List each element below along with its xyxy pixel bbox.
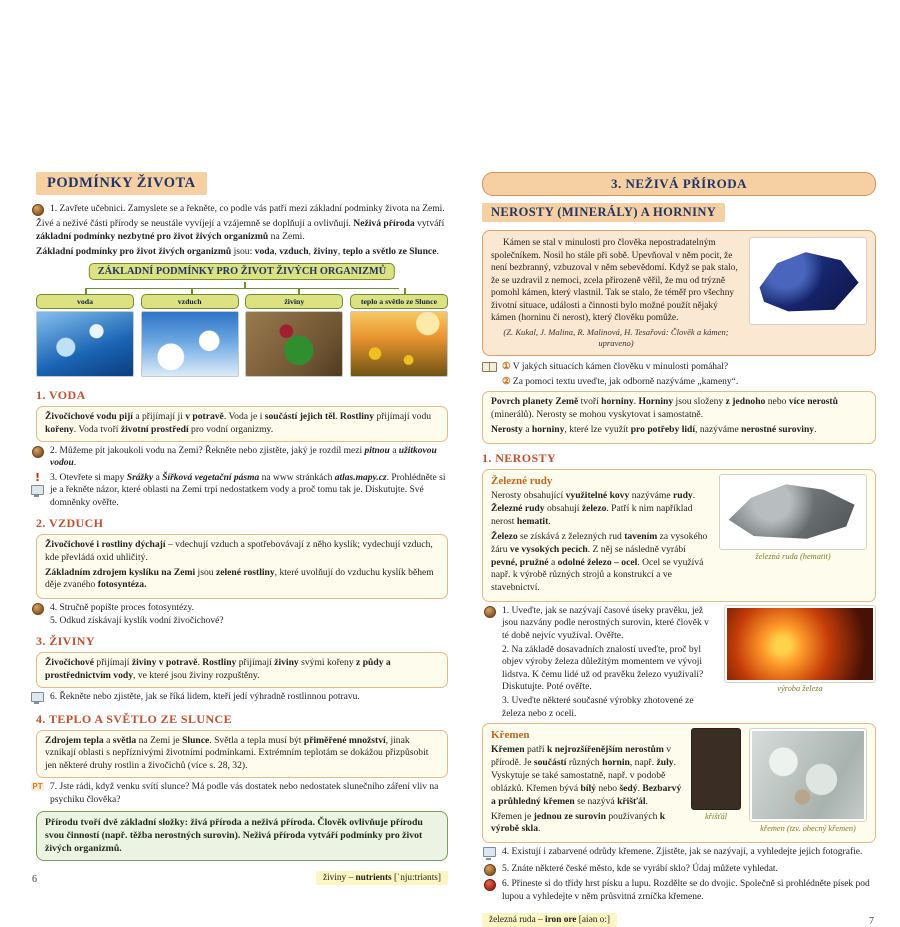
- vzduch-paragraph-1: Živočichové i rostliny dýchají – vdechují vzduch a spotřebovávají z něho kyslík; vydechují vzduch, kde převládá oxid uhličitý.: [45, 538, 433, 563]
- iron-question-3: 3. Uveďte některé současné výrobky zhotovené ze železa nebo z oceli.: [502, 696, 694, 719]
- section-heading-ziviny: 3. ŽIVINY: [36, 633, 95, 648]
- lapis-mineral-photo: [749, 237, 867, 325]
- connector-tick: [85, 288, 87, 295]
- horniny-info-box: [482, 391, 876, 444]
- reading-question-2: [482, 376, 876, 388]
- intro-paragraph-2: Základní podmínky pro život živých organizmů jsou: voda, vzduch, živiny, teplo a světlo ze Slunce.: [36, 246, 439, 258]
- quartz-paragraph-1: Křemen patří k nejrozšířenějším nerostům v přírodě. Je součástí různých hornin, např. žuly. Vyskytuje se také samostatně, např. v podobě oblázků. Křemen bývá bílý nebo šedý. Bezbarvý a průhledný křemen se nazývá křišťál.: [491, 744, 682, 807]
- iron-ore-heading: Železné rudy: [491, 474, 553, 487]
- question-1: [30, 203, 448, 216]
- conditions-diagram: [36, 263, 448, 381]
- iron-ore-paragraph-1: Nerosty obsahující využitelné kovy nazýváme rudy. Železné rudy obsahují železo. Patří k nim například nerost hematit.: [491, 490, 696, 527]
- hematite-caption: železná ruda (hematit): [755, 551, 831, 561]
- connector-line: [85, 288, 399, 290]
- iron-question-1: 1. Uveďte, jak se nazývají časové úseky pravěku, jež jsou nazvány podle nerostných surovin, které člověk v té době nejvíc využíval. Ověřte.: [502, 606, 709, 641]
- fire-image: [727, 608, 873, 680]
- parrot-feeding-photo: [245, 311, 343, 377]
- diagram-card-teplo: [350, 294, 448, 377]
- computer-icon: [31, 692, 44, 702]
- section-heading-vzduch: 2. VZDUCH: [36, 515, 104, 530]
- diagram-cards: [36, 294, 448, 377]
- person-icon: [484, 606, 496, 618]
- question-text: 5. Znáte některé české město, kde se vyrábí sklo? Údaj můžete vyhledat.: [502, 863, 778, 874]
- quartz-paragraph-2: Křemen je jednou ze surovin používaných k výrobě skla.: [491, 810, 666, 835]
- card-label: voda: [36, 294, 134, 309]
- horniny-paragraph-2: Nerosty a horniny, které lze využít pro potřeby lidí, nazýváme nerostné suroviny.: [491, 423, 817, 435]
- hematite-rock-shape: [723, 478, 863, 546]
- intro-box: [482, 230, 876, 356]
- question-text: 3. Otevřete si mapy Srážky a Šířková vegetační pásma na www stránkách atlas.mapy.cz. Prohlédněte si je a řekněte názor, které oblasti na Zemi trpí nedostatkem vody a proč tomu tak je. Diskutujte. Své domněnky ověřte.: [50, 472, 446, 508]
- question-text: 6. Přineste si do třídy hrst písku a lupu. Rozdělte se do dvojic. Společně si prohlédněte písek pod lupou a vyhledejte v něm průsvitná zrníčka křemene.: [502, 879, 870, 902]
- question-4: [482, 846, 876, 860]
- iron-questions-text: [502, 605, 716, 720]
- page-title: PODMÍNKY ŽIVOTA: [36, 172, 207, 195]
- question-text: [502, 361, 876, 373]
- right-footer: [482, 913, 876, 927]
- iron-ore-box: [482, 469, 876, 602]
- section-title: NEROSTY (MINERÁLY) A HORNINY: [482, 203, 725, 222]
- computer-icon: [31, 485, 44, 495]
- intro-text: Kámen se stal v minulosti pro člověka nepostradatelným společníkem. Nosil ho stále při sobě. Upevňoval v něm pocit, že není bezbranný, vzbuzoval v něm sebevědomí. Když se pak stalo, že se uzdravil z nemoci, zcela přirozeně věřil, že mu od trýzně pomohl kámen, který vlastnil. Tak se stalo, že téměř pro všechny životní situace, události a činnosti bylo možné použít nějaký kámen (horninu či nerost), který člověku pomůže.: [491, 238, 738, 323]
- question-2-text: Za pomoci textu uveďte, jak odborně nazýváme „kameny“.: [512, 377, 739, 388]
- left-footer: [30, 871, 448, 885]
- diagram-card-voda: [36, 294, 134, 377]
- question-text: 6. Řekněte nebo zjistěte, jak se říká lidem, kteří jedí výhradně rostlinnou potravu.: [50, 691, 360, 702]
- intro-text-column: [491, 237, 741, 349]
- intro-paragraph: Živé a neživé části přírody se neustále vyvíjejí a vzájemně se doplňují a ovlivňují. Neživá příroda vytváří základní podmínky nezbytné pro život živých organizmů na Zemi.: [36, 218, 445, 242]
- section-heading-voda: 1. VODA: [36, 387, 86, 402]
- card-label: živiny: [245, 294, 343, 309]
- sunflowers-sunset-photo: [350, 311, 448, 377]
- quartz-text-column: [491, 728, 683, 839]
- citation: (Z. Kukal, J. Malina, R. Malinová, H. Tesařová: Člověk a kámen; upraveno): [503, 326, 729, 348]
- section-heading-nerosty: 1. NEROSTY: [482, 450, 557, 465]
- page-number: 6: [32, 873, 37, 885]
- rock-crystal-photo: [691, 728, 741, 810]
- iron-questions-row: [502, 605, 876, 720]
- question-5: [482, 863, 876, 876]
- summary-box: Přírodu tvoří dvě základní složky: živá příroda a neživá příroda. Člověk ovlivňuje přírodu svou činností (např. těžba nerostných surovin). Neživá příroda vytváří podmínky pro život živých organizmů.: [36, 811, 448, 861]
- iron-smelting-photo: [724, 605, 876, 683]
- iron-smelting-column: [724, 605, 876, 695]
- card-label: teplo a světlo ze Slunce: [350, 294, 448, 309]
- reading-question-1: [482, 361, 876, 373]
- person-icon: [32, 603, 44, 615]
- common-quartz-photo: [749, 728, 867, 822]
- iron-smelting-caption: výroba železa: [777, 684, 823, 694]
- right-page: [482, 172, 876, 927]
- activity-icon: [484, 879, 496, 891]
- water-splash-photo: [36, 311, 134, 377]
- question-2: [30, 445, 448, 470]
- diagram-card-ziviny: [245, 294, 343, 377]
- section-heading-teplo: 4. TEPLO A SVĚTLO ZE SLUNCE: [36, 711, 232, 726]
- question-4-5: [30, 602, 448, 627]
- question-text: 2. Můžeme pít jakoukoli vodu na Zemi? Řekněte nebo zjistěte, jaký je rozdíl mezi pitnou a užitkovou vodou.: [50, 445, 437, 468]
- diagram-card-vzduch: [141, 294, 239, 377]
- pt-icon: PT: [32, 782, 43, 792]
- connector-tick: [191, 288, 193, 295]
- question-text: 4. Existují i zabarvené odrůdy křemene. Zjistěte, jak se nazývají, a vyhledejte jejich fotografie.: [502, 847, 863, 858]
- quartz-texture: [752, 731, 864, 819]
- iron-ore-text-column: [491, 474, 711, 597]
- circled-number: ①: [502, 362, 511, 373]
- question-3: [30, 472, 448, 509]
- left-page: [30, 172, 448, 885]
- exclamation-icon: !: [34, 470, 41, 484]
- connector-tick: [404, 288, 406, 295]
- question-text: [502, 376, 876, 388]
- voda-info-box: Živočichové vodu pijí a přijímají ji v potravě. Voda je i součástí jejich těl. Rostliny přijímají vodu kořeny. Voda tvoří životní prostředí pro vodní organizmy.: [36, 406, 448, 442]
- connector-stub: [244, 282, 246, 288]
- vzduch-info-box: [36, 534, 448, 599]
- person-icon: [32, 204, 44, 216]
- card-label: vzduch: [141, 294, 239, 309]
- crystal-column: [691, 728, 741, 822]
- iron-questions: [482, 605, 876, 720]
- question-6: [30, 691, 448, 705]
- person-icon: [484, 864, 496, 876]
- vzduch-paragraph-2: Základním zdrojem kyslíku na Zemi jsou zelené rostliny, které uvolňují do vzduchu kyslík během děje zvaného fotosyntéza.: [45, 566, 434, 591]
- teplo-info-box: Zdrojem tepla a světla na Zemi je Slunce. Světla a tepla musí být přiměřené množství, jinak vznikají oblasti s nepříznivými životními podmínkami. Extrémním teplotám se dokážou přizpůsobit jen některé druhy rostlin a živočichů (více s. 28, 32).: [36, 730, 448, 779]
- person-icon: [32, 446, 44, 458]
- quartz-caption: křemen (tzv. obecný křemen): [760, 823, 856, 833]
- quartz-box: [482, 723, 876, 844]
- circled-number: ②: [502, 377, 511, 388]
- ziviny-info-box: Živočichové přijímají živiny v potravě. Rostliny přijímají živiny svými kořeny z půdy a prostřednictvím vody, ve které jsou živiny rozpuštěny.: [36, 652, 448, 688]
- book-icon: [482, 362, 497, 372]
- vocabulary-note: živiny – nutrients [ˈnju:triənts]: [316, 871, 448, 885]
- question-4-text: 4. Stručně popište proces fotosyntézy.: [50, 603, 194, 614]
- question-6: [482, 878, 876, 903]
- crystal-caption: křišťál: [704, 811, 728, 821]
- quartz-heading: Křemen: [491, 728, 530, 741]
- vocabulary-note: železná ruda – iron ore [aiən o:]: [482, 913, 617, 927]
- question-5-text: 5. Odkud získávají kyslík vodní živočichové?: [50, 615, 224, 626]
- sky-clouds-photo: [141, 311, 239, 377]
- iron-ore-image-column: [719, 474, 867, 562]
- question-7: [30, 781, 448, 806]
- iron-question-2: 2. Na základě dosavadních znalostí uveďte, proč byl objev výroby železa důležitým momentem ve vývoji lidstva. K čemu lidé už od pravěku železo využívali? Diskutujte. Poté ověřte.: [502, 645, 704, 693]
- diagram-title: ZÁKLADNÍ PODMÍNKY PRO ŽIVOT ŽIVÝCH ORGANIZMŮ: [89, 263, 395, 280]
- iron-ore-paragraph-2: Železo se získává z železných rud tavením za vysokého žáru ve vysokých pecích. Z něj se následně vyrábí pevné, pružné a odolné železo – ocel. Ocel se využívá např. k výrobě různých strojů a konstrukcí a ve stavebnictví.: [491, 530, 708, 594]
- question-text: [50, 602, 448, 627]
- computer-icon: [483, 847, 496, 857]
- horniny-paragraph-1: Povrch planety Země tvoří horniny. Horniny jsou složeny z jednoho nebo více nerostů (minerálů). Nerosty se mohou vyskytovat i samostatně.: [491, 396, 838, 420]
- lapis-rock-shape: [753, 241, 863, 321]
- page-number: 7: [869, 915, 874, 927]
- quartz-image-column: [749, 728, 867, 834]
- hematite-photo: [719, 474, 867, 550]
- question-1-text: V jakých situacích kámen člověku v minulosti pomáhal?: [512, 362, 729, 373]
- chapter-title: 3. NEŽIVÁ PŘÍRODA: [482, 172, 876, 196]
- question-text: 7. Jste rádi, když venku svítí slunce? Má podle vás dostatek nebo nedostatek slunečního záření vliv na psychiku člověka?: [50, 782, 439, 805]
- connector-tick: [298, 288, 300, 295]
- question-text: 1. Zavřete učebnici. Zamyslete se a řekněte, co podle vás patří mezi základní podmínky života na Zemi.: [50, 203, 445, 214]
